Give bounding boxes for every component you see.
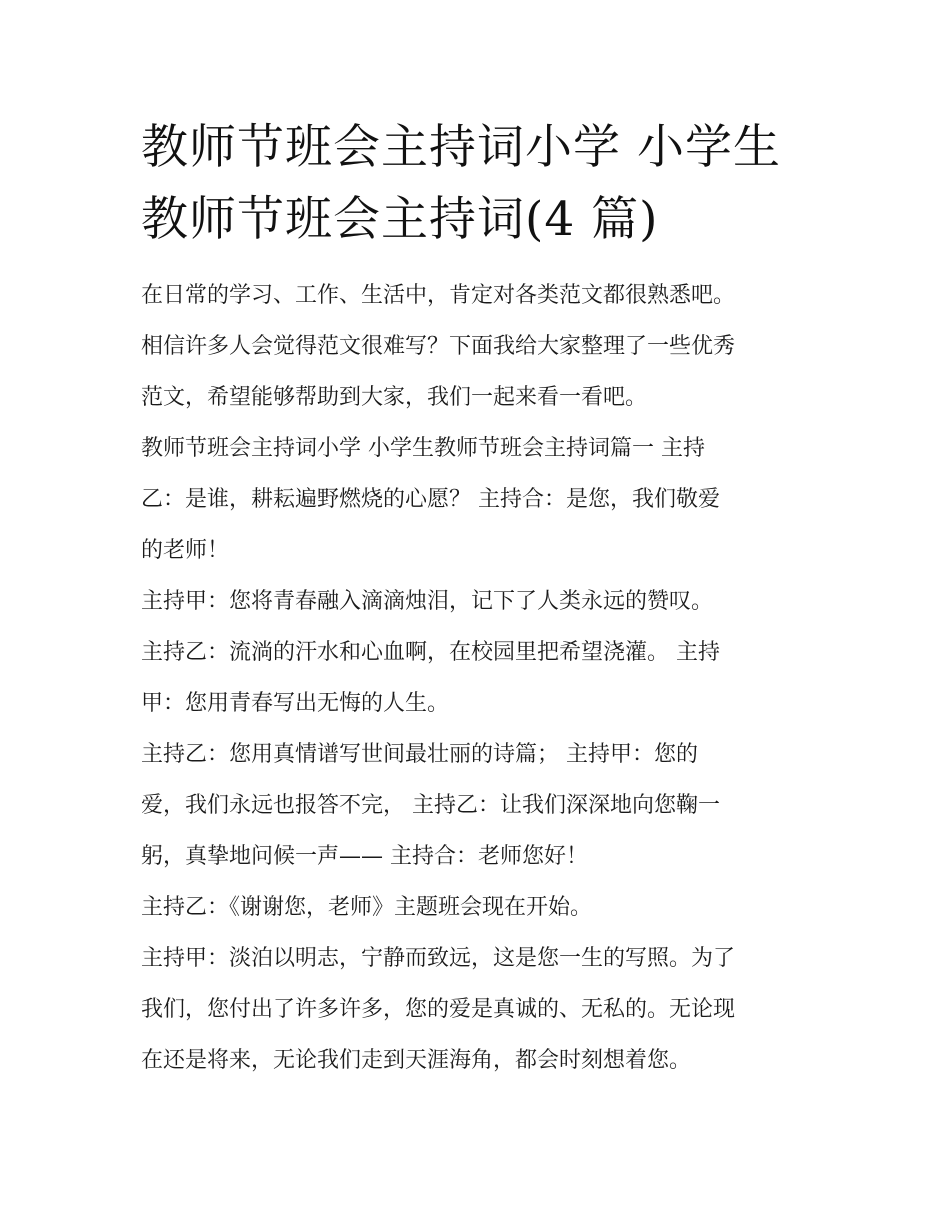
document-page [141, 112, 821, 1086]
text-line: 躬，真挚地问候一声—— 主持合：老师您好！ [141, 844, 588, 869]
text-line: 主持乙：您用真情谱写世间最壮丽的诗篇； 主持甲：您的 [141, 742, 698, 767]
text-line: 甲：您用青春写出无悔的人生。 [141, 691, 450, 716]
script-paragraph [141, 627, 821, 729]
text-line: 爱，我们永远也报答不完， 主持乙：让我们深深地向您鞠一 [141, 793, 720, 818]
document-body [141, 270, 821, 1086]
text-line: 的老师！ [141, 538, 230, 563]
title-line: 教师节班会主持词小学 小学生 [141, 120, 781, 175]
text-line: 乙：是谁，耕耘遍野燃烧的心愿？ 主持合：是您，我们敬爱 [141, 487, 720, 512]
document-title [141, 112, 821, 256]
text-line: 范文，希望能够帮助到大家，我们一起来看一看吧。 [141, 385, 648, 410]
text-line: 教师节班会主持词小学 小学生教师节班会主持词篇一 主持 [141, 436, 705, 461]
text-line: 相信许多人会觉得范文很难写？下面我给大家整理了一些优秀 [141, 334, 736, 359]
script-paragraph [141, 423, 821, 576]
text-line: 我们，您付出了许多许多，您的爱是真诚的、无私的。无论现 [141, 997, 736, 1022]
text-line: 主持乙：流淌的汗水和心血啊，在校园里把希望浇灌。 主持 [141, 640, 720, 665]
text-line: 在还是将来，无论我们走到天涯海角，都会时刻想着您。 [141, 1048, 692, 1073]
script-paragraph [141, 576, 821, 627]
text-line: 主持乙：《谢谢您，老师》主题班会现在开始。 [141, 895, 593, 920]
text-line: 在日常的学习、工作、生活中，肯定对各类范文都很熟悉吧。 [141, 283, 736, 308]
script-paragraph [141, 882, 821, 933]
title-line: 教师节班会主持词(4 篇) [141, 192, 659, 247]
script-paragraph [141, 729, 821, 882]
text-line: 主持甲：您将青春融入滴滴烛泪，记下了人类永远的赞叹。 [141, 589, 714, 614]
text-line: 主持甲：淡泊以明志，宁静而致远，这是您一生的写照。为了 [141, 946, 736, 971]
intro-paragraph [141, 270, 821, 423]
script-paragraph [141, 933, 821, 1086]
